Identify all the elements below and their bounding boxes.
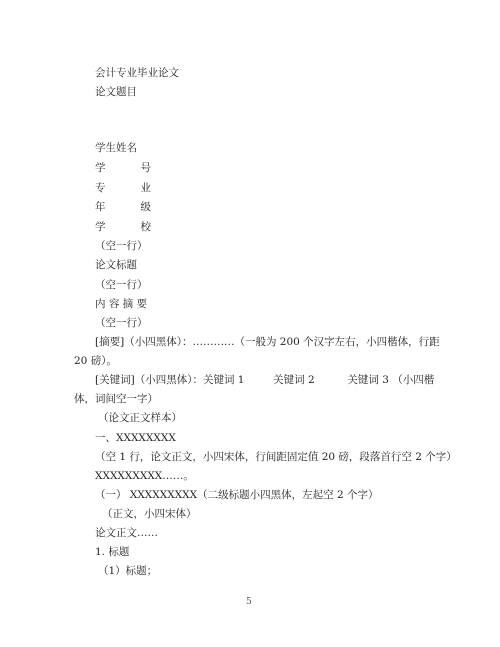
doc-title-major: 会计专业毕业论文 xyxy=(95,67,179,79)
heading-level-4: （1）标题； xyxy=(98,565,158,577)
section-heading-1: 一、XXXXXXXX xyxy=(95,432,176,444)
body-font-note: （正文，小四宋体） xyxy=(102,508,197,520)
field-major-b: 业 xyxy=(140,182,151,194)
paper-title-label: 论文标题 xyxy=(95,259,137,271)
body-text: 论文正文…… xyxy=(95,527,158,539)
doc-title-topic: 论文题目 xyxy=(95,86,137,98)
blank-line-note: （空一行） xyxy=(95,279,148,291)
field-grade xyxy=(95,200,151,214)
blank-line-note: （空一行） xyxy=(95,317,148,329)
abstract-heading: 内 容 摘 要 xyxy=(95,298,148,310)
field-student-id-b: 号 xyxy=(140,162,151,174)
keyword-2: 关键词 2 xyxy=(273,374,315,386)
field-school xyxy=(95,220,151,234)
field-student-id-a: 学 xyxy=(95,162,106,174)
student-name-label: 学生姓名 xyxy=(95,142,137,154)
sample-heading: （论文正文样本） xyxy=(98,412,182,424)
page-number: 5 xyxy=(246,597,252,607)
subsection-heading: （一） XXXXXXXXX（二级标题小四黑体，左起空 2 个字） xyxy=(95,489,379,501)
heading-level-3: 1. 标题 xyxy=(95,546,130,558)
field-school-b: 校 xyxy=(140,221,151,233)
keywords-line xyxy=(95,373,434,387)
keywords-prefix: [关键词]（小四黑体）：关键词 1 xyxy=(95,374,245,386)
blank-line-note: （空一行） xyxy=(95,240,148,252)
field-grade-a: 年 xyxy=(95,201,106,213)
field-school-a: 学 xyxy=(95,221,106,233)
field-student-id xyxy=(95,161,151,175)
body-placeholder: XXXXXXXXX……。 xyxy=(95,470,194,482)
abstract-text-cont: 20 磅）。 xyxy=(74,355,117,367)
keyword-3: 关键词 3 （小四楷 xyxy=(347,374,435,386)
abstract-text: [摘要]（小四黑体）：…………（一般为 200 个汉字左右，小四楷体，行距 xyxy=(95,336,440,348)
field-grade-b: 级 xyxy=(140,201,151,213)
keywords-line-cont: 体，词间空一字） xyxy=(74,393,158,405)
field-major xyxy=(95,181,151,195)
body-format-note: （空 1 行，论文正文，小四宋体，行间距固定值 20 磅，段落首行空 2 个字） xyxy=(95,451,457,463)
field-major-a: 专 xyxy=(95,182,106,194)
